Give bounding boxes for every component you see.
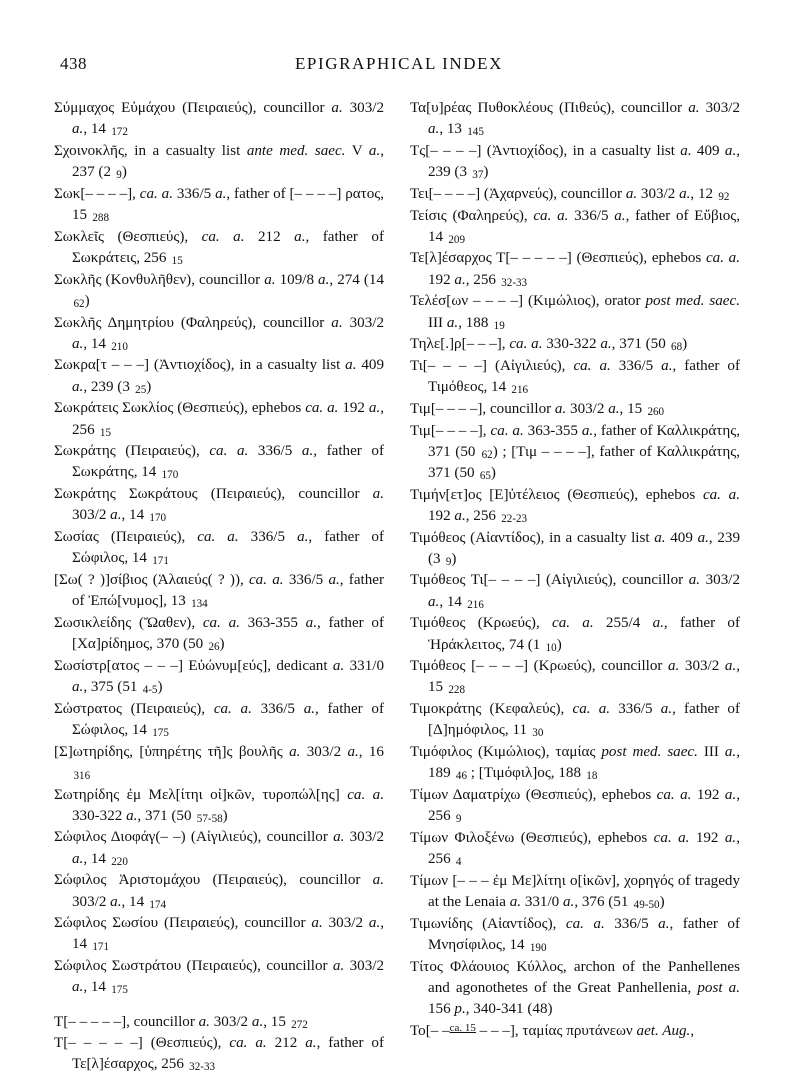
index-entry: [Σ]ωτηρίδης, [ὑπηρέτης τῆ]ς βουλῆς a. 303/2 a., 16 316 [54, 743, 384, 782]
index-entry: Σώστρατος (Πειραιεύς), ca. a. 336/5 a., father of Σώφιλος, 14 175 [54, 700, 384, 739]
index-entry: Τ[– – – – –], councillor a. 303/2 a., 15 272 [54, 1013, 308, 1031]
index-entry: Το[– –$^{ca. 15}$ – – –], ταμίας πρυτάνεων aet. Aug., [410, 1021, 695, 1039]
index-entry: Σώφιλος Σωστράτου (Πειραιεύς), councillor a. 303/2 a., 14 175 [54, 958, 385, 997]
index-entry: Σωσίστρ[ατος – – –] Εὐώνυμ[εύς], dedicant a. 331/0 a., 375 (51 4-5) [54, 657, 384, 696]
index-entry: Τιμόθεος (Κρωεύς), ca. a. 255/4 a., father of Ἡράκλειτος, 74 (1 10) [410, 615, 740, 654]
index-entry: Σωτηρίδης ἐμ Μελ[ίτηι οἰ]κῶν, τυροπώλ[ης] ca. a. 330-322 a., 371 (50 57-58) [54, 786, 384, 825]
index-entry: Τελέσ[ων – – – –] (Κιμώλιος), orator post med. saec. III a., 188 19 [410, 293, 740, 332]
index-entry: Σωκλεῖς (Θεσπιεύς), ca. a. 212 a., father of Σωκράτεις, 256 15 [54, 228, 384, 267]
index-entry: Τιμ[– – – –], ca. a. 363-355 a., father of Καλλικράτης, 371 (50 62) ; [Τιμ – – – –], father of Καλλικράτης, 371 (50 65) [410, 422, 740, 482]
page-header [54, 44, 744, 84]
index-entry: Τιμοκράτης (Κεφαλεύς), ca. a. 336/5 a., father of [Δ]ημόφιλος, 11 30 [410, 701, 740, 740]
index-entry: Σωκλῆς (Κονθυλῆθεν), councillor a. 109/8 a., 274 (14 62) [54, 271, 384, 310]
index-entry: Τε[λ]έσαρχος Τ[– – – – –] (Θεσπιεύς), ephebos ca. a. 192 a., 256 32-33 [410, 250, 741, 289]
index-entry: Σωσίας (Πειραιεύς), ca. a. 336/5 a., father of Σώφιλος, 14 171 [54, 529, 384, 568]
index-entry: Τιμωνίδης (Αἰαντίδος), ca. a. 336/5 a., father of Μνησίφιλος, 14 190 [410, 915, 740, 954]
index-entry: Τ[– – – – –] (Θεσπιεύς), ca. a. 212 a., father of Τε[λ]έσαρχος, 256 32-33 [54, 1035, 385, 1074]
index-entry: Τείσις (Φαληρεύς), ca. a. 336/5 a., father of Εὔβιος, 14 209 [410, 207, 740, 246]
index-entry: Τιμ[– – – –], councillor a. 303/2 a., 15 260 [410, 400, 665, 418]
index-entry: Σώφιλος Διοφάγ(– –) (Αἰγιλιεύς), councillor a. 303/2 a., 14 220 [54, 829, 385, 868]
index-entry: Σωκράτεις Σωκλίος (Θεσπιεύς), ephebos ca. a. 192 a., 256 15 [54, 400, 384, 439]
index-entry: Σώφιλος Ἀριστομάχου (Πειραιεύς), councillor a. 303/2 a., 14 174 [54, 872, 384, 911]
index-entry: Τίμων [– – – ἐμ Με]λίτηι ο[ἰκῶν], χορηγός of tragedy at the Lenaia a. 331/0 a., 376 (51 49-50) [410, 872, 740, 912]
index-entry: Τιμόθεος Τι[– – – –] (Αἰγιλιεύς), councillor a. 303/2 a., 14 216 [410, 572, 741, 611]
index-entry: Σύμμαχος Εὐμάχου (Πειραιεύς), councillor a. 303/2 a., 14 172 [54, 100, 385, 139]
index-entry: Σωκλῆς Δημητρίου (Φαληρεύς), councillor a. 303/2 a., 14 210 [54, 314, 385, 353]
running-head: EPIGRAPHICAL INDEX [294, 54, 504, 73]
index-entry: Τίτος Φλάουιος Κύλλος, archon of the Panhellenes and agonothetes of the Great Panhellenia, post a. 156 p., 340-341 (48) [410, 958, 740, 1018]
index-entry: Τίμων Δαματρίχω (Θεσπιεύς), ephebos ca. a. 192 a., 256 9 [410, 787, 740, 826]
index-entry: Σωκρα[τ – – –] (Ἀντιοχίδος), in a casualty list a. 409 a., 239 (3 25) [54, 357, 384, 396]
index-entry: Τει[– – – –] (Ἀχαρνεύς), councillor a. 303/2 a., 12 92 [410, 185, 730, 203]
index-entry: Τα[υ]ρέας Πυθοκλέους (Πιθεύς), councillor a. 303/2 a., 13 145 [410, 100, 740, 139]
index-entry: Τιμόφιλος (Κιμώλιος), ταμίας post med. saec. III a., 189 46 ; [Τιμόφιλ]ος, 188 18 [410, 744, 740, 783]
index-column-right [410, 98, 740, 1076]
index-entry: Τιμόθεος [– – – –] (Κρωεύς), councillor a. 303/2 a., 15 228 [410, 658, 740, 697]
index-entry: Σχοινοκλῆς, in a casualty list ante med. saec. V a., 237 (2 9) [54, 142, 384, 182]
index-entry: Τηλε[.]ρ[– – –], ca. a. 330-322 a., 371 (50 68) [410, 336, 688, 354]
page-number: 438 [60, 54, 87, 73]
index-entry: Σώφιλος Σωσίου (Πειραιεύς), councillor a. 303/2 a., 14 171 [54, 915, 384, 954]
index-entry: Σωκράτης Σωκράτους (Πειραιεύς), councillor a. 303/2 a., 14 170 [54, 486, 384, 525]
index-entry: Σωσικλείδης (Ὤαθεν), ca. a. 363-355 a., father of [Χα]ρίδημος, 370 (50 26) [54, 614, 384, 654]
index-entry: Σωκ[– – – –], ca. a. 336/5 a., father of [– – – –] ρατος, 15 288 [54, 185, 385, 225]
index-entry: Τς[– – – –] (Ἀντιοχίδος), in a casualty list a. 409 a., 239 (3 37) [410, 142, 740, 182]
index-columns [54, 98, 744, 1076]
index-entry: Τιμόθεος (Αἰαντίδος), in a casualty list a. 409 a., 239 (3 9) [410, 529, 741, 568]
index-entry: Τιμήν[ετ]ος [Ε]ὐτέλειος (Θεσπιεύς), ephebos ca. a. 192 a., 256 22-23 [410, 486, 740, 525]
index-entry: [Σω( ? )]σίβιος (Ἁλαιεύς( ? )), ca. a. 336/5 a., father of Ἐπώ[νυμος], 13 134 [54, 571, 384, 611]
index-entry: Τίμων Φιλοξένω (Θεσπιεύς), ephebos ca. a. 192 a., 256 4 [410, 829, 740, 869]
index-entry: Τι[– – – –] (Αἰγιλιεύς), ca. a. 336/5 a., father of Τιμόθεος, 14 216 [410, 357, 740, 397]
index-entry: Σωκράτης (Πειραιεύς), ca. a. 336/5 a., father of Σωκράτης, 14 170 [54, 443, 384, 482]
index-column-left [54, 98, 384, 1076]
